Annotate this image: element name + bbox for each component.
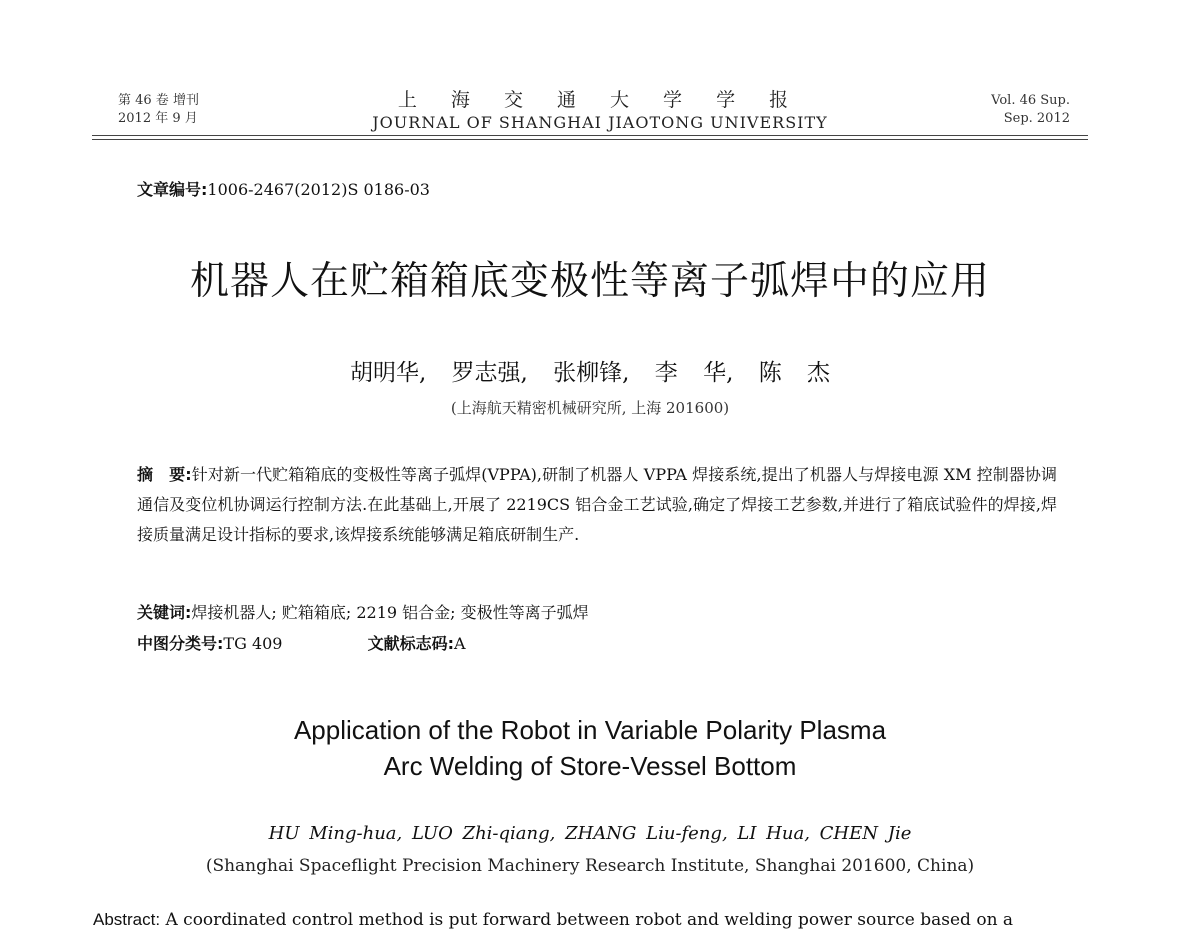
document-code-value: A: [453, 634, 466, 653]
keywords-cn-label: 关键词:: [137, 603, 192, 622]
paper-title-en-line1: Application of the Robot in Variable Polarity Plasma: [293, 715, 887, 745]
paper-title-en-line2: Arc Welding of Store-Vessel Bottom: [383, 751, 797, 781]
abstract-cn-text: 针对新一代贮箱箱底的变极性等离子弧焊(VPPA),研制了机器人 VPPA 焊接系统,提出了机器人与焊接电源 XM 控制器协调通信及变位机协调运行控制方法.在此基础上,开展了 2219CS 铝合金工艺试验,确定了焊接工艺参数,并进行了箱底试验件的焊接,焊接质量满足设计指标的要求,该焊接系统能够满足箱底研制生产.: [137, 465, 1057, 544]
keywords-cn: [137, 600, 589, 623]
paper-title-en: [0, 712, 1180, 784]
article-number: [137, 177, 430, 200]
authors-en: HU Ming-hua, LUO Zhi-qiang, ZHANG Liu-feng, LI Hua, CHEN Jie: [268, 823, 912, 844]
abstract-cn: [137, 460, 1057, 550]
paper-title-cn: 机器人在贮箱箱底变极性等离子弧焊中的应用: [189, 259, 990, 304]
document-code: [368, 634, 466, 653]
header-volume-en: Vol. 46 Sup.: [991, 93, 1070, 108]
header-volume: 第 46 卷 增刊: [118, 93, 199, 108]
classification-line: [137, 631, 466, 654]
abstract-cn-label: 摘 要:: [137, 465, 192, 484]
header-date-en: Sep. 2012: [1003, 111, 1070, 126]
header-volume-info-en: [991, 92, 1070, 128]
header-date-cn: 2012 年 9 月: [118, 111, 198, 126]
classification-value: TG 409: [223, 634, 283, 653]
journal-name-cn: 上 海 交 通 大 学 学 报: [397, 89, 803, 111]
document-code-label: 文献标志码:: [367, 634, 454, 653]
abstract-en: [93, 910, 1093, 930]
abstract-en-label: Abstract:: [93, 910, 161, 929]
abstract-en-text: A coordinated control method is put forward between robot and welding power source based on a: [165, 910, 1014, 930]
header-rule-top: [92, 135, 1088, 136]
journal-name-en: JOURNAL OF SHANGHAI JIAOTONG UNIVERSITY: [372, 113, 828, 132]
affiliation-cn: (上海航天精密机械研究所, 上海 201600): [450, 399, 730, 417]
authors-cn: 胡明华, 罗志强, 张柳锋, 李 华, 陈 杰: [349, 360, 831, 386]
header-rule-bottom: [92, 139, 1088, 140]
classification-label: 中图分类号:: [137, 634, 224, 653]
keywords-cn-text: 焊接机器人; 贮箱箱底; 2219 铝合金; 变极性等离子弧焊: [191, 603, 589, 622]
article-number-value: 1006-2467(2012)S 0186-03: [207, 180, 430, 199]
article-number-label: 文章编号:: [137, 180, 208, 199]
affiliation-en: (Shanghai Spaceflight Precision Machinery Research Institute, Shanghai 201600, China): [205, 856, 975, 876]
